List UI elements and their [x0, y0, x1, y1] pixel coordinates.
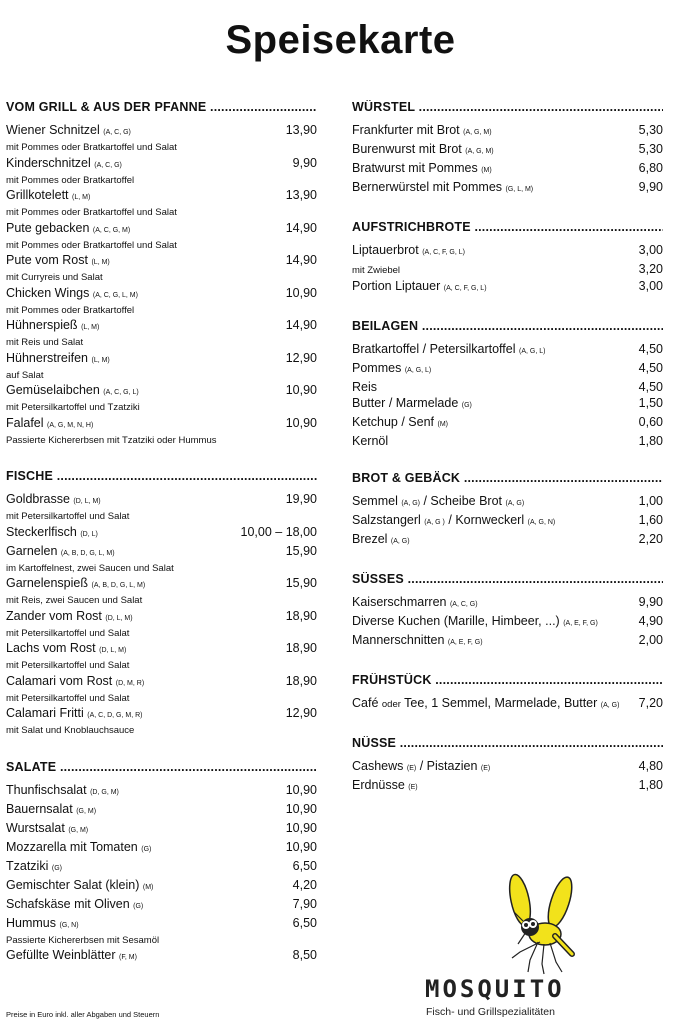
- menu-item: [6, 252, 317, 271]
- item-allergens: (A, G, M): [465, 148, 494, 155]
- item-price: 4,50: [638, 341, 663, 356]
- item-name: Frankfurter mit Brot: [352, 123, 460, 137]
- item-description: mit Reis und Salat: [6, 337, 84, 348]
- mosquito-icon: [420, 872, 590, 977]
- section-heading: SÜSSES .....: [352, 572, 663, 586]
- menu-item: [6, 820, 317, 839]
- item-name: Kernöl: [352, 433, 389, 448]
- menu-item: [6, 122, 317, 141]
- menu-item: [352, 493, 663, 512]
- item-price: 10,90: [285, 801, 317, 816]
- item-price: 10,90: [285, 820, 317, 835]
- item-price: 2,00: [638, 632, 663, 647]
- item-name-group: [6, 575, 145, 594]
- item-description: mit Zwiebel: [352, 265, 401, 276]
- menu-item: [352, 242, 663, 261]
- item-name: Burenwurst mit Brot: [352, 142, 462, 156]
- item-allergens-secondary: (E): [480, 764, 491, 772]
- menu-item: [352, 512, 663, 531]
- item-allergens: (A, G, M): [463, 129, 492, 136]
- item-name-group: [352, 179, 533, 198]
- item-name-secondary: / Scheibe Brot: [423, 493, 502, 508]
- item-price: 1,60: [638, 512, 663, 527]
- item-connector: oder: [381, 698, 401, 710]
- item-description: mit Pommes oder Bratkartoffel und Salat: [6, 239, 177, 251]
- menu-item: [6, 187, 317, 206]
- item-name: Wiener Schnitzel: [6, 123, 100, 137]
- item-name-group: [6, 252, 110, 271]
- item-allergens: (A, G, L): [404, 366, 432, 374]
- item-name: Steckerlfisch: [6, 524, 77, 539]
- item-price: 9,90: [638, 594, 663, 609]
- menu-item: [352, 341, 663, 360]
- section-heading: NÜSSE .....: [352, 736, 663, 750]
- item-price: 4,90: [638, 613, 663, 628]
- section-heading: BEILAGEN .....: [352, 319, 663, 333]
- item-description: mit Pommes oder Bratkartoffel: [6, 174, 135, 186]
- item-price: 18,90: [285, 608, 317, 623]
- item-name: Kinderschnitzel: [6, 155, 91, 170]
- menu-item: [6, 858, 317, 877]
- menu-item: [6, 415, 317, 434]
- item-name-group: [352, 758, 490, 777]
- item-name: Bernerwürstel mit Pommes: [352, 180, 503, 194]
- item-name: Diverse Kuchen (Marille, Himbeer, ...): [352, 613, 560, 628]
- menu-item: [6, 705, 317, 724]
- item-price: 2,20: [638, 531, 663, 546]
- item-name-group: [6, 155, 122, 174]
- item-allergens: (A, C, G, L): [103, 389, 139, 396]
- section-nuesse: [352, 736, 663, 796]
- menu-item: [352, 695, 663, 714]
- item-allergens: (A, C, F, G, L): [443, 284, 487, 292]
- item-allergens: (G, L, M): [505, 186, 534, 193]
- item-name-group: [6, 543, 115, 562]
- item-name: Pommes: [352, 360, 402, 375]
- item-price: 18,90: [285, 673, 317, 688]
- item-name: Salzstangerl: [352, 512, 421, 527]
- item-name-group: [352, 360, 431, 379]
- item-description: mit Curryreis und Salat: [6, 272, 103, 283]
- menu-item: [6, 575, 317, 594]
- item-name-group: [352, 122, 492, 141]
- menu-item: [352, 777, 663, 796]
- item-allergens: (L, M): [81, 324, 100, 331]
- item-price: 0,60: [638, 414, 663, 429]
- item-name-group: [6, 415, 93, 434]
- item-name: Bauernsalat: [6, 801, 73, 816]
- item-price: 5,30: [638, 142, 663, 156]
- item-allergens: (A, C, G): [449, 600, 478, 608]
- item-name-group: [6, 382, 139, 401]
- item-price: 10,90: [285, 415, 317, 430]
- item-allergens: (G, M): [68, 826, 89, 834]
- item-price: 14,90: [285, 220, 317, 235]
- item-price: 12,90: [285, 706, 317, 720]
- item-allergens: (A, C, G): [103, 129, 131, 136]
- menu-item: [352, 414, 663, 433]
- section-heading: WÜRSTEL .....: [352, 100, 663, 114]
- section-aufstrich: [352, 220, 663, 297]
- menu-item: [352, 613, 663, 632]
- item-name: Hühnerspieß: [6, 318, 78, 332]
- item-name-group: [6, 705, 143, 724]
- item-name-group: [6, 285, 138, 304]
- item-price: 9,90: [638, 180, 663, 194]
- item-name: Schafskäse mit Oliven: [6, 896, 130, 911]
- menu-item: [352, 758, 663, 777]
- item-name: Hummus: [6, 915, 57, 930]
- menu-item: [6, 491, 317, 510]
- right-column: [352, 100, 663, 818]
- item-name-group: [6, 317, 99, 336]
- item-name: Reis: [352, 379, 378, 394]
- item-name-group: [6, 915, 79, 934]
- item-price: 15,90: [285, 576, 317, 590]
- menu-title: Speisekarte: [225, 18, 456, 62]
- menu-item: [6, 673, 317, 692]
- item-price: 10,90: [285, 782, 317, 797]
- item-allergens: (A, G, L): [519, 347, 546, 355]
- item-name: Hühnerstreifen: [6, 350, 88, 365]
- item-price: 5,30: [638, 123, 663, 137]
- item-allergens: (A, G, M, N, H): [47, 421, 94, 429]
- item-name: Tzatziki: [6, 858, 49, 873]
- menu-item: [352, 433, 663, 449]
- menu-item: [352, 179, 663, 198]
- item-description: mit Pommes oder Bratkartoffel: [6, 304, 135, 316]
- item-allergens: (M): [437, 420, 448, 428]
- price-footnote: Preise in Euro inkl. aller Abgaben und Steuern: [6, 1010, 160, 1019]
- item-name: Garnelen: [6, 543, 58, 558]
- section-fische: [6, 469, 317, 738]
- menu-item: [6, 801, 317, 820]
- item-allergens: (L, M): [91, 356, 110, 364]
- item-description: mit Salat und Knoblauchsauce: [6, 725, 135, 736]
- section-heading: FRÜHSTÜCK .....: [352, 673, 663, 687]
- item-price: 7,90: [292, 896, 317, 911]
- item-allergens: (G): [461, 401, 472, 409]
- left-column: [6, 100, 317, 988]
- item-price: 1,80: [638, 777, 663, 792]
- section-brot: [352, 471, 663, 550]
- section-wuerstel: [352, 100, 663, 198]
- item-name-group: [6, 839, 151, 858]
- item-name-group: [6, 122, 131, 141]
- item-allergens: (G, N): [59, 921, 79, 929]
- item-allergens-secondary: (A, G, N): [527, 518, 556, 526]
- menu-item: [6, 640, 317, 659]
- item-price: 10,90: [285, 839, 317, 854]
- item-name-group: [352, 261, 400, 278]
- menu-item: [6, 608, 317, 627]
- item-allergens-secondary: (A, G): [505, 499, 525, 507]
- menu-item: [352, 141, 663, 160]
- item-name-group: [6, 524, 98, 543]
- logo-tagline: Fisch- und Grillspezialitäten: [426, 1006, 555, 1018]
- item-allergens-secondary: (A, G): [600, 701, 620, 709]
- item-name-group: [352, 594, 478, 613]
- menu-item: [352, 360, 663, 379]
- section-beilagen: [352, 319, 663, 449]
- menu-item: [6, 947, 317, 966]
- item-allergens: (D, L, M): [73, 498, 101, 505]
- item-price: 19,90: [285, 492, 317, 506]
- item-name-secondary: / Kornweckerl: [448, 512, 525, 527]
- item-price: 4,50: [638, 360, 663, 375]
- item-name: Mozzarella mit Tomaten: [6, 839, 138, 854]
- item-name-secondary: Tee, 1 Semmel, Marmelade, Butter: [404, 695, 598, 710]
- item-description: Passierte Kichererbsen mit Tzatziki oder Hummus: [6, 434, 217, 446]
- item-price: 13,90: [285, 188, 317, 202]
- menu-item: [6, 524, 317, 543]
- item-name: Liptauerbrot: [352, 243, 419, 257]
- item-allergens: (D, G, M): [90, 788, 119, 796]
- item-description: mit Pommes oder Bratkartoffel und Salat: [6, 142, 177, 153]
- section-heading: VOM GRILL & AUS DER PFANNE .....: [6, 100, 317, 114]
- item-price: 3,00: [638, 243, 663, 257]
- menu-item: [6, 877, 317, 896]
- item-allergens: (D, M, R): [115, 679, 145, 687]
- item-price: 4,20: [292, 877, 317, 892]
- item-price: 1,80: [638, 433, 663, 448]
- item-name-group: [6, 820, 88, 839]
- item-description: Passierte Kichererbsen mit Sesamöl: [6, 934, 160, 946]
- menu-item: [6, 896, 317, 915]
- menu-item: [6, 839, 317, 858]
- item-name: Pute vom Rost: [6, 253, 88, 267]
- menu-item: [6, 350, 317, 369]
- item-price: 12,90: [285, 350, 317, 365]
- item-allergens: (A, G ): [424, 518, 445, 526]
- item-name: Café: [352, 695, 379, 710]
- item-price: 10,00 – 18,00: [240, 524, 317, 539]
- menu-item: [6, 543, 317, 562]
- item-name: Chicken Wings: [6, 285, 90, 300]
- item-allergens: (L, M): [72, 194, 91, 201]
- item-description: mit Petersilkartoffel und Salat: [6, 692, 130, 704]
- item-name-group: [352, 493, 524, 512]
- item-price: 1,50: [638, 395, 663, 410]
- item-name-group: [352, 414, 448, 433]
- item-name-group: [6, 350, 110, 369]
- item-name-group: [352, 777, 418, 796]
- item-allergens: (D, L, M): [99, 647, 127, 654]
- item-name: Falafel: [6, 415, 44, 430]
- item-name: Pute gebacken: [6, 220, 90, 235]
- item-name: Portion Liptauer: [352, 278, 441, 293]
- item-name-group: [6, 877, 153, 896]
- item-name: Grillkotelett: [6, 188, 69, 202]
- item-name-group: [6, 491, 101, 510]
- item-description: mit Petersilkartoffel und Salat: [6, 511, 130, 522]
- item-name-group: [352, 242, 465, 261]
- item-description: mit Petersilkartoffel und Salat: [6, 660, 130, 671]
- item-price: 10,90: [285, 285, 317, 300]
- item-name: Bratwurst mit Pommes: [352, 161, 478, 175]
- item-price: 6,50: [292, 915, 317, 930]
- logo-brand: MOSQUITO: [425, 975, 565, 1003]
- item-allergens: (E): [406, 764, 417, 772]
- item-allergens: (D, L, M): [105, 614, 133, 622]
- section-grill: [6, 100, 317, 447]
- item-name-group: [6, 801, 96, 820]
- item-allergens: (A, G): [390, 537, 410, 545]
- item-name-group: [352, 632, 483, 651]
- menu-item: [352, 531, 663, 550]
- item-allergens: (A, C, D, G, M, R): [87, 712, 143, 719]
- item-price: 6,50: [292, 858, 317, 873]
- item-name-group: [6, 673, 144, 692]
- item-name: Bratkartoffel / Petersilkartoffel: [352, 341, 516, 356]
- menu-item: [6, 915, 317, 934]
- item-name: Gemischter Salat (klein): [6, 877, 140, 892]
- item-allergens: (A, B, D, G, L, M): [60, 549, 115, 557]
- item-allergens: (G, M): [76, 807, 97, 815]
- item-allergens: (A, C, G, M): [92, 226, 131, 234]
- item-allergens: (E): [408, 783, 418, 791]
- section-salate: [6, 760, 317, 967]
- item-allergens: (A, C, G): [94, 161, 122, 169]
- item-name-secondary: / Pistazien: [419, 758, 478, 773]
- item-allergens: (D, L): [80, 530, 98, 538]
- item-price: 3,20: [638, 262, 663, 276]
- item-name-group: [6, 220, 130, 239]
- item-allergens: (M): [481, 167, 492, 174]
- item-name: Butter / Marmelade: [352, 395, 459, 410]
- item-name-group: [6, 858, 62, 877]
- item-name: Mannerschnitten: [352, 632, 445, 647]
- menu-item: [352, 594, 663, 613]
- item-name: Goldbrasse: [6, 492, 70, 506]
- item-name-group: [6, 640, 126, 659]
- item-price: 8,50: [292, 948, 317, 962]
- item-allergens: (F, M): [119, 954, 137, 961]
- item-description: im Kartoffelnest, zwei Saucen und Salat: [6, 562, 174, 574]
- item-description: mit Petersilkartoffel und Salat: [6, 627, 130, 639]
- menu-item: [6, 155, 317, 174]
- item-name-group: [352, 141, 494, 160]
- menu-item: [352, 395, 663, 414]
- item-name-group: [6, 187, 90, 206]
- item-name: Garnelenspieß: [6, 576, 88, 590]
- item-allergens: (A, C, F, G, L): [422, 249, 465, 256]
- item-name-group: [6, 782, 119, 801]
- menu-item: [6, 220, 317, 239]
- item-price: 4,80: [638, 758, 663, 773]
- item-price: 4,50: [638, 379, 663, 394]
- menu-item: [6, 285, 317, 304]
- item-name-group: [352, 395, 472, 414]
- item-name: Brezel: [352, 531, 388, 546]
- menu-item: [352, 278, 663, 297]
- item-allergens: (L, M): [91, 259, 110, 266]
- menu-item: [352, 122, 663, 141]
- section-heading: SALATE .....: [6, 760, 317, 774]
- item-name-group: [352, 341, 545, 360]
- item-name-group: [6, 896, 143, 915]
- item-name-group: [352, 278, 487, 297]
- item-name: Wurstsalat: [6, 820, 65, 835]
- item-price: 6,80: [638, 161, 663, 175]
- item-price: 15,90: [285, 543, 317, 558]
- section-heading: BROT & GEBÄCK .....: [352, 471, 663, 485]
- item-name: Calamari Fritti: [6, 706, 84, 720]
- item-allergens: (G): [51, 864, 62, 872]
- item-allergens: (G): [133, 902, 144, 910]
- item-price: 14,90: [285, 318, 317, 332]
- menu-item: [352, 261, 663, 278]
- item-name: Zander vom Rost: [6, 608, 102, 623]
- item-name: Thunfischsalat: [6, 782, 87, 797]
- item-allergens: (A, E, F, G): [563, 619, 598, 627]
- item-price: 3,00: [638, 278, 663, 293]
- item-name: Gemüselaibchen: [6, 383, 100, 397]
- section-heading: AUFSTRICHBROTE .....: [352, 220, 663, 234]
- item-name-group: [6, 608, 133, 627]
- item-allergens: (M): [142, 883, 154, 891]
- menu-item: [352, 160, 663, 179]
- section-fruehstueck: [352, 673, 663, 714]
- item-price: 7,20: [638, 695, 663, 710]
- item-name: Cashews: [352, 758, 404, 773]
- item-price: 14,90: [285, 253, 317, 267]
- item-allergens: (A, E, F, G): [447, 638, 483, 646]
- item-description: mit Reis, zwei Saucen und Salat: [6, 595, 143, 606]
- item-allergens: (A, C, G, L, M): [92, 291, 138, 299]
- item-price: 10,90: [285, 383, 317, 397]
- item-allergens: (A, B, D, G, L, M): [91, 582, 146, 589]
- menu-item: [352, 379, 663, 395]
- item-description: auf Salat: [6, 369, 44, 381]
- item-name: Kaiserschmarren: [352, 594, 447, 609]
- item-name: Semmel: [352, 493, 398, 508]
- item-allergens: (A, G): [401, 499, 420, 507]
- item-name: Erdnüsse: [352, 777, 405, 792]
- mosquito-logo: [420, 872, 590, 1022]
- item-name-group: [352, 379, 377, 395]
- item-description: mit Pommes oder Bratkartoffel und Salat: [6, 207, 177, 218]
- section-suesses: [352, 572, 663, 651]
- item-name: Gefüllte Weinblätter: [6, 948, 116, 962]
- menu-item: [6, 382, 317, 401]
- item-name-group: [352, 512, 555, 531]
- item-allergens: (G): [141, 845, 152, 853]
- item-name-group: [352, 613, 598, 632]
- section-heading: FISCHE .....: [6, 469, 317, 483]
- item-name-group: [6, 947, 137, 966]
- item-name-group: [352, 433, 388, 449]
- item-name: Lachs vom Rost: [6, 641, 96, 655]
- item-price: 1,00: [638, 493, 663, 508]
- item-price: 18,90: [285, 641, 317, 655]
- item-description: mit Petersilkartoffel und Tzatziki: [6, 402, 140, 413]
- item-name-group: [352, 695, 619, 714]
- item-name: Calamari vom Rost: [6, 673, 113, 688]
- item-price: 13,90: [285, 123, 317, 137]
- item-name-group: [352, 160, 492, 179]
- item-price: 9,90: [292, 155, 317, 170]
- menu-item: [352, 632, 663, 651]
- menu-item: [6, 317, 317, 336]
- menu-item: [6, 782, 317, 801]
- item-name-group: [352, 531, 410, 550]
- item-name: Ketchup / Senf: [352, 414, 435, 429]
